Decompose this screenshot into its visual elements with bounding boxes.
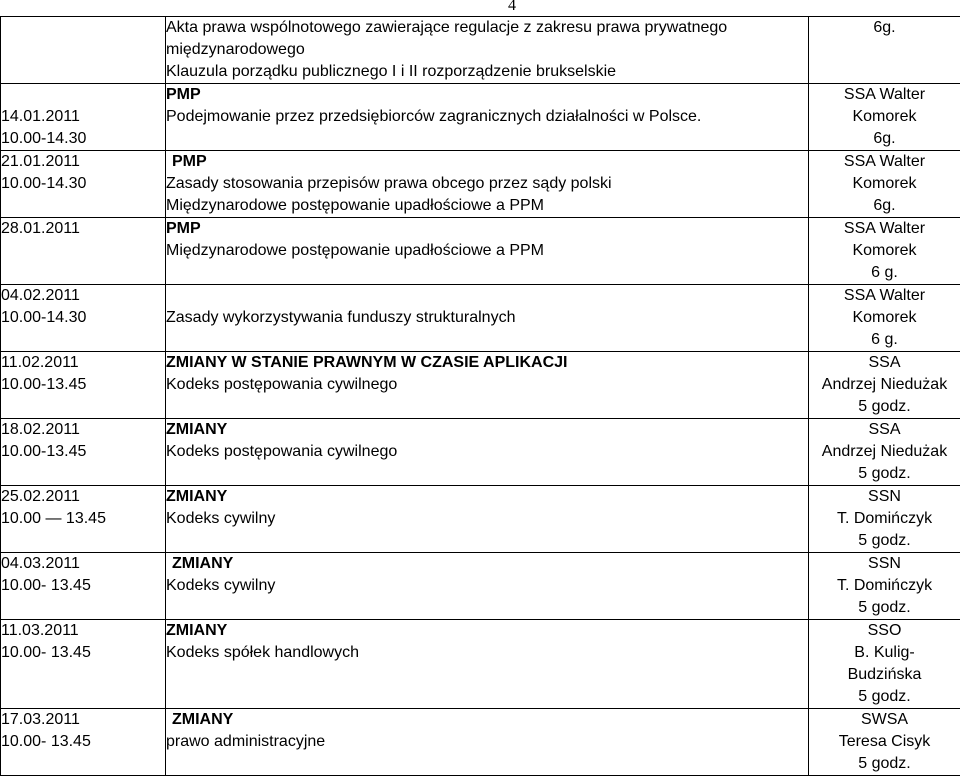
topic-cell (166, 709, 809, 776)
schedule-rows (1, 17, 960, 776)
topic-line: prawo administracyjne (166, 731, 808, 753)
topic-line: Kodeks cywilny (166, 508, 808, 530)
topic-category: ZMIANY (166, 486, 808, 508)
schedule-row (1, 486, 960, 553)
date-cell (1, 419, 166, 486)
lecturer-line: Budzińska (809, 664, 960, 686)
topic-cell (166, 218, 809, 285)
topic-cell (166, 285, 809, 352)
lecturer-cell (809, 218, 960, 285)
topic-cell (166, 620, 809, 709)
lecturer-cell (809, 486, 960, 553)
session-time: 10.00-13.45 (1, 374, 165, 396)
topic-cell (166, 17, 809, 84)
topic-category: ZMIANY (166, 419, 808, 441)
date-cell (1, 218, 166, 285)
lecturer-cell (809, 709, 960, 776)
lecturer-line: SSO (809, 620, 960, 642)
topic-line: Międzynarodowe postępowanie upadłościowe a PPM (166, 195, 808, 217)
lecturer-line: SSA (809, 419, 960, 441)
session-time: 10.00 — 13.45 (1, 508, 165, 530)
lecturer-cell (809, 352, 960, 419)
lecturer-line: SSN (809, 553, 960, 575)
lecturer-line: 5 godz. (809, 597, 960, 619)
date-cell (1, 553, 166, 620)
lecturer-line: 6 g. (809, 329, 960, 351)
topic-line: Podejmowanie przez przedsiębiorców zagranicznych działalności w Polsce. (166, 106, 808, 128)
topic-line: międzynarodowego (166, 39, 808, 61)
session-date: 17.03.2011 (1, 709, 165, 731)
lecturer-line: SSA Walter (809, 285, 960, 307)
session-date: 04.02.2011 (1, 285, 165, 307)
topic-line: Klauzula porządku publicznego I i II rozporządzenie brukselskie (166, 61, 808, 83)
schedule-row (1, 553, 960, 620)
date-cell (1, 151, 166, 218)
lecturer-line: Komorek (809, 173, 960, 195)
lecturer-line: Andrzej Niedużak (809, 441, 960, 463)
page-number: 4 (0, 0, 960, 15)
session-time: 10.00-13.45 (1, 441, 165, 463)
schedule-row (1, 620, 960, 709)
lecturer-line: Komorek (809, 307, 960, 329)
topic-line: Kodeks spółek handlowych (166, 642, 808, 664)
topic-cell (166, 352, 809, 419)
topic-cell (166, 419, 809, 486)
session-time: 10.00-14.30 (1, 307, 165, 329)
session-date: 28.01.2011 (1, 218, 165, 240)
schedule-row (1, 218, 960, 285)
lecturer-line: SSA Walter (809, 84, 960, 106)
topic-line: Zasady wykorzystywania funduszy strukturalnych (166, 307, 808, 329)
schedule-row (1, 709, 960, 776)
date-cell (1, 17, 166, 84)
lecturer-line: B. Kulig- (809, 642, 960, 664)
lecturer-line: 5 godz. (809, 463, 960, 485)
lecturer-line: SSA Walter (809, 218, 960, 240)
session-date: 25.02.2011 (1, 486, 165, 508)
topic-category: ZMIANY (166, 620, 808, 642)
topic-category: PMP (166, 84, 808, 106)
session-date: 11.02.2011 (1, 352, 165, 374)
lecturer-cell (809, 553, 960, 620)
date-cell (1, 620, 166, 709)
lecturer-cell (809, 419, 960, 486)
session-date: 04.03.2011 (1, 553, 165, 575)
lecturer-cell (809, 84, 960, 151)
schedule-row (1, 84, 960, 151)
topic-line: Kodeks postępowania cywilnego (166, 374, 808, 396)
schedule-row (1, 17, 960, 84)
lecturer-line: Teresa Cisyk (809, 731, 960, 753)
lecturer-line: SSA (809, 352, 960, 374)
topic-cell (166, 486, 809, 553)
session-date: 21.01.2011 (1, 151, 165, 173)
session-date: 11.03.2011 (1, 620, 165, 642)
lecturer-line: SWSA (809, 709, 960, 731)
lecturer-line: 6 g. (809, 262, 960, 284)
date-cell (1, 709, 166, 776)
schedule-row (1, 285, 960, 352)
session-time: 10.00- 13.45 (1, 575, 165, 597)
schedule-row (1, 419, 960, 486)
schedule-table (0, 16, 960, 776)
date-cell (1, 84, 166, 151)
lecturer-line: 5 godz. (809, 686, 960, 708)
topic-cell (166, 84, 809, 151)
lecturer-line: 5 godz. (809, 396, 960, 418)
lecturer-cell (809, 285, 960, 352)
topic-line: Międzynarodowe postępowanie upadłościowe a PPM (166, 240, 808, 262)
lecturer-line: SSN (809, 486, 960, 508)
lecturer-line: Komorek (809, 106, 960, 128)
session-time: 10.00-14.30 (1, 173, 165, 195)
topic-line: Akta prawa wspólnotowego zawierające regulacje z zakresu prawa prywatnego (166, 17, 808, 39)
lecturer-line: 5 godz. (809, 530, 960, 552)
lecturer-line: 6g. (809, 128, 960, 150)
lecturer-line: T. Domińczyk (809, 508, 960, 530)
topic-line: Zasady stosowania przepisów prawa obcego przez sądy polski (166, 173, 808, 195)
lecturer-line: 5 godz. (809, 753, 960, 775)
session-time: 10.00-14.30 (1, 128, 165, 150)
lecturer-line: T. Domińczyk (809, 575, 960, 597)
lecturer-cell (809, 17, 960, 84)
lecturer-cell (809, 620, 960, 709)
topic-category: ZMIANY W STANIE PRAWNYM W CZASIE APLIKACJI (166, 352, 808, 374)
date-cell (1, 486, 166, 553)
topic-cell (166, 553, 809, 620)
topic-category: PMP (166, 218, 808, 240)
lecturer-line: 6g. (809, 195, 960, 217)
lecturer-line: Andrzej Niedużak (809, 374, 960, 396)
session-time: 10.00- 13.45 (1, 642, 165, 664)
session-date: 14.01.2011 (1, 106, 165, 128)
session-date: 18.02.2011 (1, 419, 165, 441)
date-cell (1, 285, 166, 352)
topic-cell (166, 151, 809, 218)
topic-line: Kodeks postępowania cywilnego (166, 441, 808, 463)
topic-category: PMP (166, 151, 808, 173)
schedule-row (1, 151, 960, 218)
lecturer-line: SSA Walter (809, 151, 960, 173)
lecturer-line: 6g. (809, 17, 960, 39)
topic-category: ZMIANY (166, 709, 808, 731)
topic-line: Kodeks cywilny (166, 575, 808, 597)
schedule-row (1, 352, 960, 419)
date-cell (1, 352, 166, 419)
topic-category: ZMIANY (166, 553, 808, 575)
session-time: 10.00- 13.45 (1, 731, 165, 753)
lecturer-line: Komorek (809, 240, 960, 262)
lecturer-cell (809, 151, 960, 218)
